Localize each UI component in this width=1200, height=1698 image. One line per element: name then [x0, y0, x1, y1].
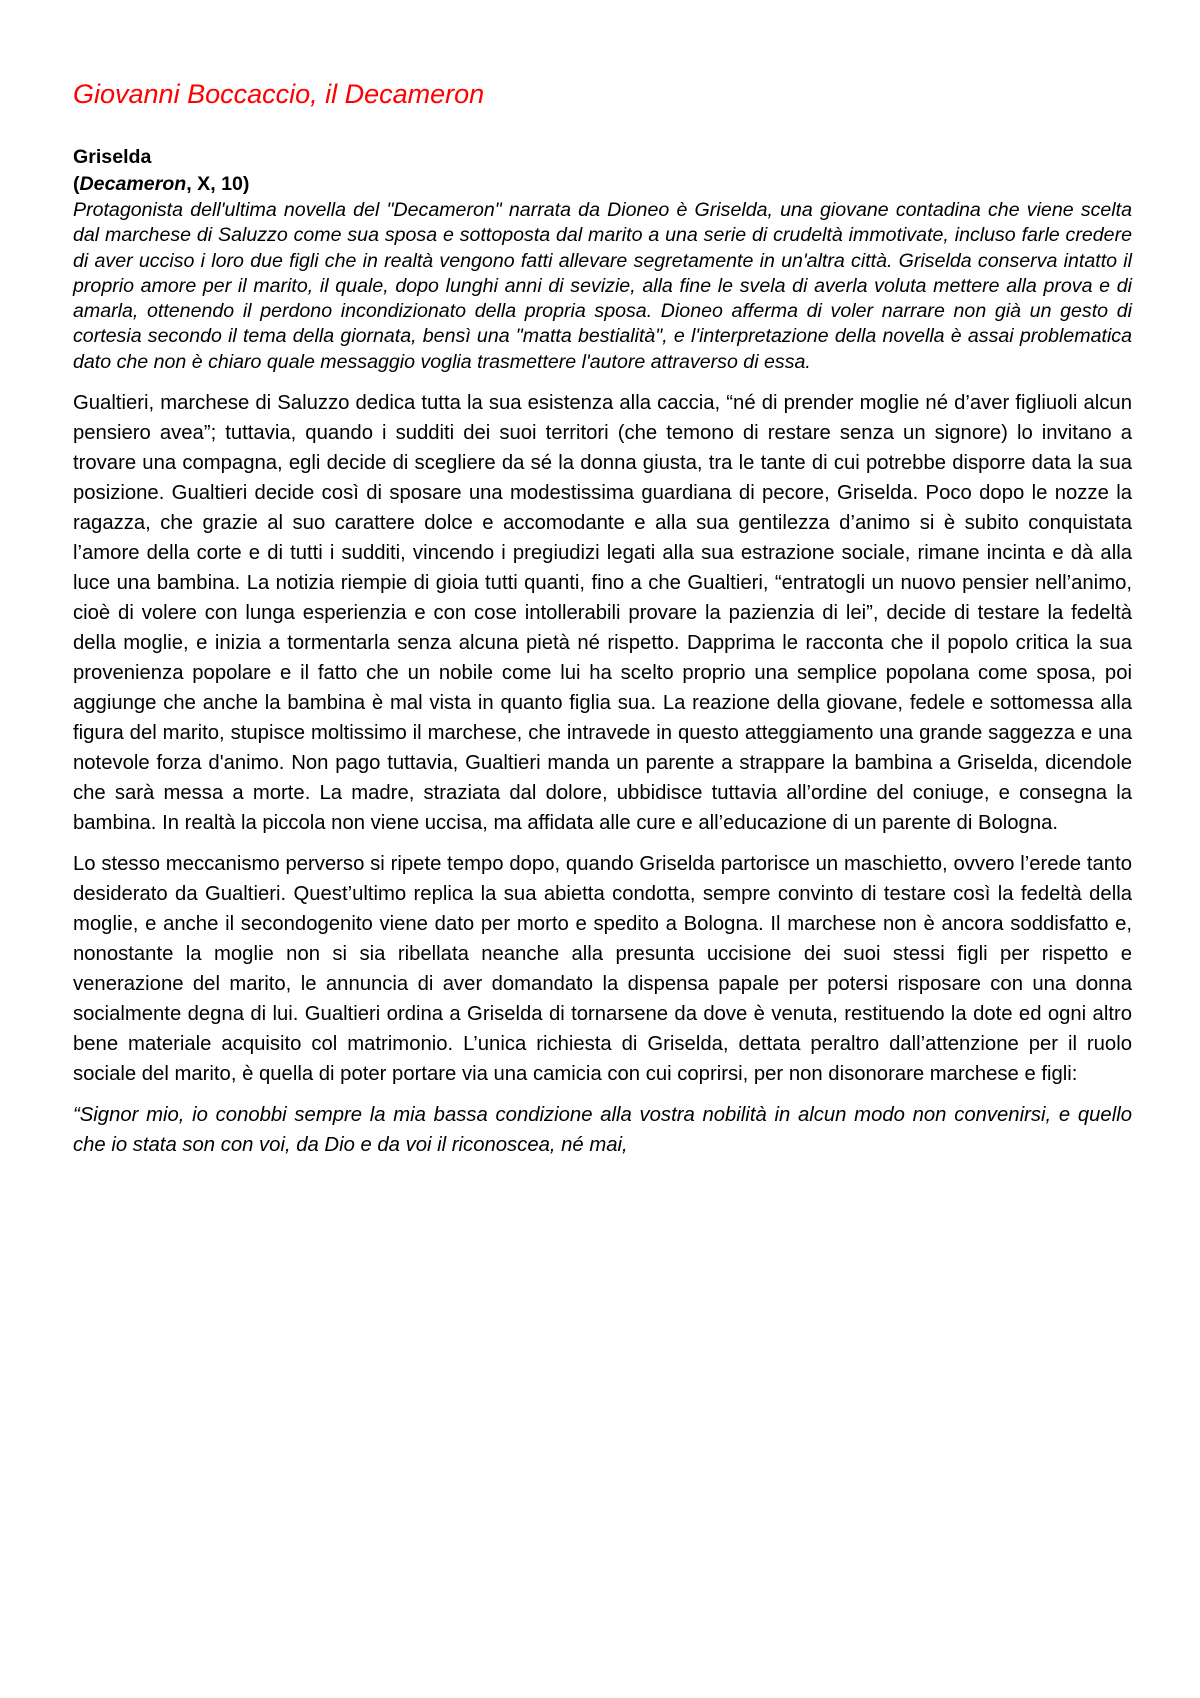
reference-work-title: Decameron [79, 173, 187, 195]
section-title: Griselda [73, 146, 152, 168]
document-title: Giovanni Boccaccio, il Decameron [73, 79, 485, 109]
section-reference [73, 171, 1132, 198]
body-paragraph-1: Gualtieri, marchese di Saluzzo dedica tutta la sua esistenza alla caccia, “né di prender moglie né d’aver figliuoli alcun pensiero avea”; tuttavia, quando i sudditi dei suoi territori (che temono di restare senza un signore) lo invitano a trovare una compagna, egli decide di scegliere da sé la donna giusta, tra le tante di cui potrebbe disporre data la sua posizione. Gualtieri decide così di sposare una modestissima guardiana di pecore, Griselda. Poco dopo le nozze la ragazza, che grazie al suo carattere dolce e accomodante e alla sua gentilezza d’animo si è subito conquistata l’amore della corte e di tutti i sudditi, vincendo i pregiudizi legati alla sua estrazione sociale, rimane incinta e dà alla luce una bambina. La notizia riempie di gioia tutti quanti, fino a che Gualtieri, “entratogli un nuovo pensier nell’animo, cioè di volere con lunga esperienzia e con cose intollerabili provare la pazienzia di lei”, decide di testare la fedeltà della moglie, e inizia a tormentarla senza alcuna pietà né rispetto. Dapprima le racconta che il popolo critica la sua provenienza popolare e il fatto che un nobile come lui ha scelto proprio una semplice popolana come sposa, poi aggiunge che anche la bambina è mal vista in quanto figlia sua. La reazione della giovane, fedele e sottomessa alla figura del marito, stupisce moltissimo il marchese, che intravede in questo atteggiamento una grande saggezza e una notevole forza d'animo. Non pago tuttavia, Gualtieri manda un parente a strappare la bambina a Griselda, dicendole che sarà messa a morte. La madre, straziata dal dolore, ubbidisce tuttavia all’ordine del coniuge, e consegna la bambina. In realtà la piccola non viene uccisa, ma affidata alle cure e all’educazione di un parente di Bologna. [73, 392, 1132, 835]
reference-open-paren: ( [73, 173, 80, 195]
summary-paragraph: Protagonista dell'ultima novella del "Decameron" narrata da Dioneo è Griselda, una giovane contadina che viene scelta dal marchese di Saluzzo come sua sposa e sottoposta dal marito a una serie di crudeltà immotivate, incluso farle credere di aver ucciso i loro due figli che in realtà vengono fatti allevare segretamente in un'altra città. Griselda conserva intatto il proprio amore per il marito, il quale, dopo lunghi anni di sevizie, alla fine le svela di averla voluta mettere alla prova e di amarla, ottenendo il perdono incondizionato della propria sposa. Dioneo afferma di voler narrare non già un gesto di cortesia secondo il tema della giornata, bensì una "matta bestialità", e l'interpretazione della novella è assai problematica dato che non è chiaro quale messaggio voglia trasmettere l'autore attraverso di essa. [73, 199, 1132, 373]
quote-paragraph: “Signor mio, io conobbi sempre la mia bassa condizione alla vostra nobilità in alcun modo non convenirsi, e quello che io stata son con voi, da Dio e da voi il riconoscea, né mai, [73, 1104, 1132, 1157]
reference-location: , X, 10) [186, 173, 250, 195]
body-paragraph-2: Lo stesso meccanismo perverso si ripete tempo dopo, quando Griselda partorisce un maschietto, ovvero l’erede tanto desiderato da Gualtieri. Quest’ultimo replica la sua abietta condotta, sempre convinto di testare così la fedeltà della moglie, e anche il secondogenito viene dato per morto e spedito a Bologna. Il marchese non è ancora soddisfatto e, nonostante la moglie non si sia ribellata neanche alla presunta uccisione dei suoi stessi figli per rispetto e venerazione del marito, le annuncia di aver domandato la dispensa papale per potersi risposare con una donna socialmente degna di lui. Gualtieri ordina a Griselda di tornarsene da dove è venuta, restituendo la dote ed ogni altro bene materiale acquisito col matrimonio. L’unica richiesta di Griselda, dettata peraltro dall’attenzione per il ruolo sociale del marito, è quella di poter portare via una camicia con cui coprirsi, per non disonorare marchese e figli: [73, 853, 1132, 1086]
